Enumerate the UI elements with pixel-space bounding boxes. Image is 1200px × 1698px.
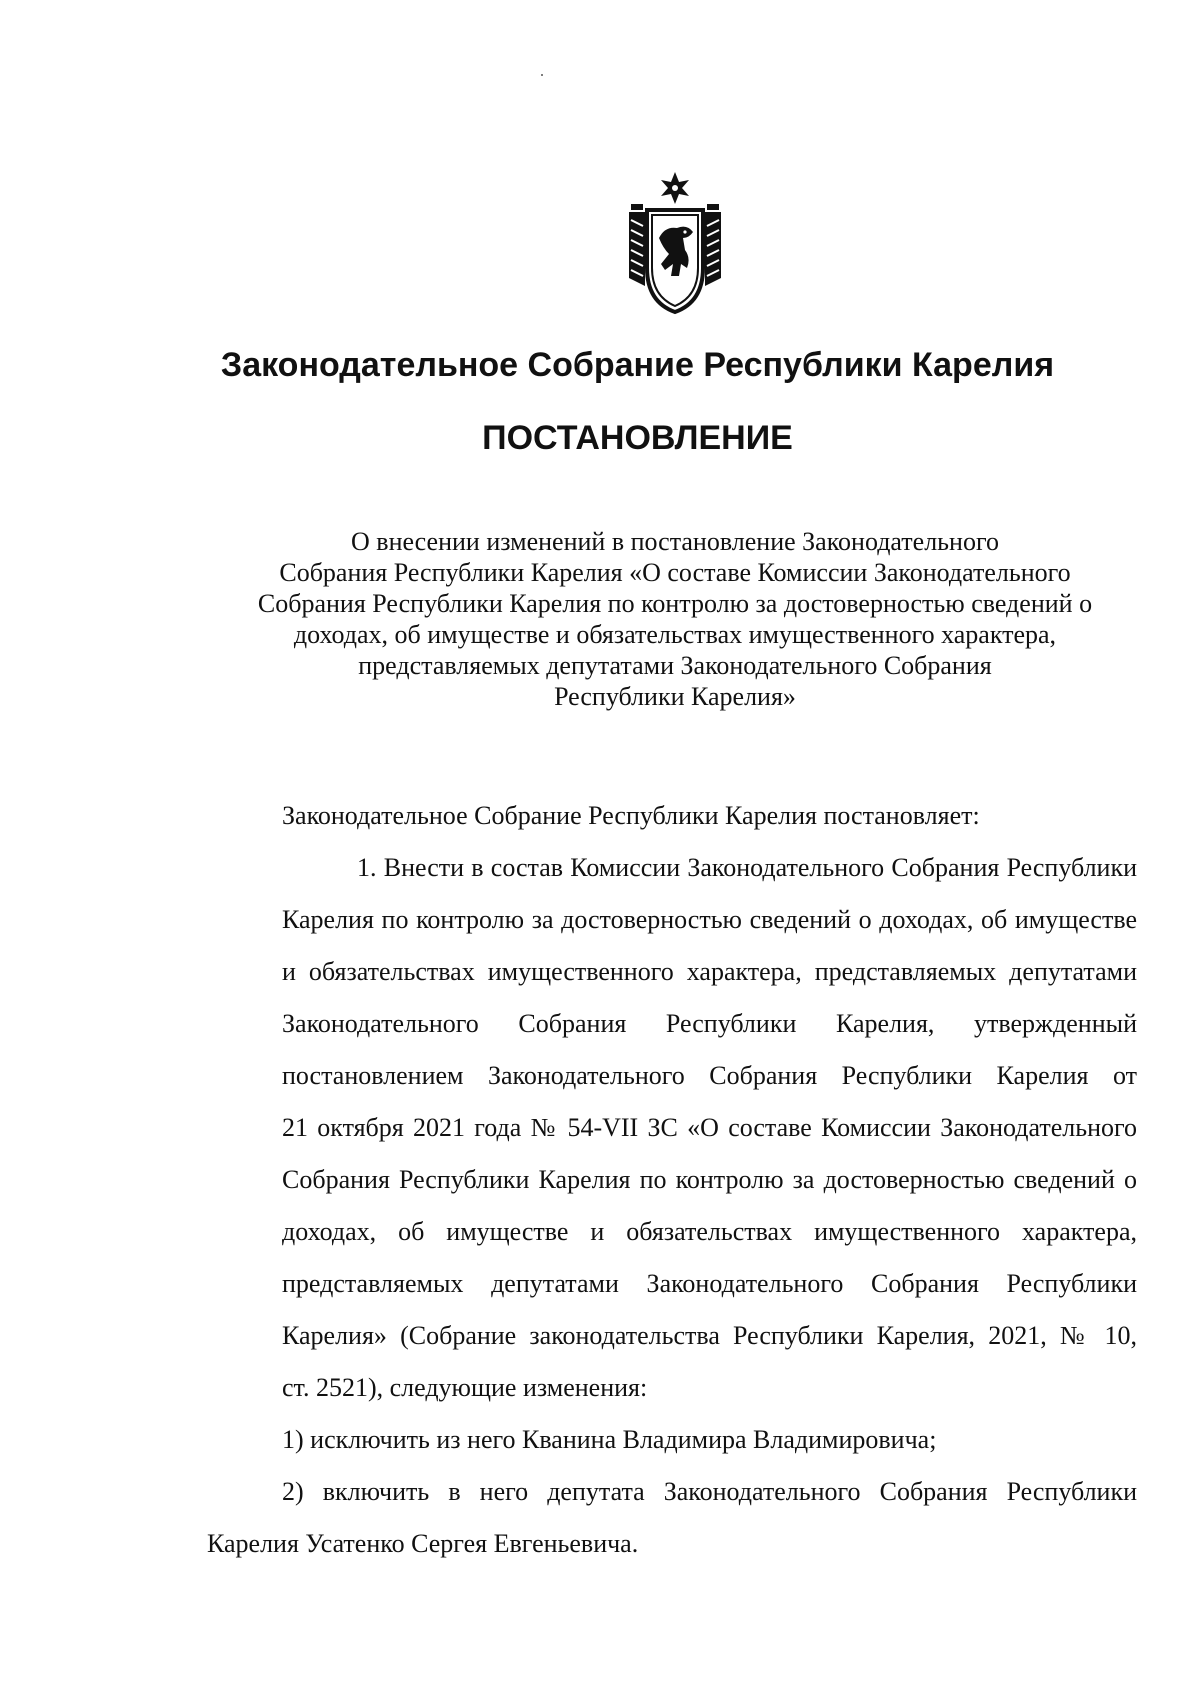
- item-1: [207, 1414, 1137, 1466]
- subject-line: Республики Карелия»: [554, 682, 796, 711]
- clause-1-line: постановлением Законодательного Собрания Республики Карелия от: [282, 1061, 1137, 1090]
- scan-speck: [541, 74, 543, 76]
- resolution-body: [207, 790, 1137, 1570]
- item-2-line: Карелия Усатенко Сергея Евгеньевича.: [207, 1529, 639, 1558]
- clause-1: [207, 842, 1137, 1414]
- item-2-line: 2) включить в него депутата Законодательного Собрания Республики: [282, 1477, 1137, 1506]
- clause-1-line: Законодательного Собрания Республики Карелия, утвержденный: [282, 1009, 1137, 1038]
- resolution-subject: [210, 526, 1140, 712]
- clause-1-line: доходах, об имуществе и обязательствах имущественного характера,: [282, 1217, 1137, 1246]
- clause-1-line: 1. Внести в состав Комиссии Законодательного Собрания Республики: [357, 853, 1137, 882]
- subject-line: доходах, об имуществе и обязательствах имущественного характера,: [293, 620, 1057, 649]
- organization-title: Законодательное Собрание Республики Карелия: [220, 346, 1055, 384]
- clause-1-line: Собрания Республики Карелия по контролю за достоверностью сведений о: [282, 1165, 1137, 1194]
- subject-line: представляемых депутатами Законодательного Собрания: [358, 651, 992, 680]
- subject-line: О внесении изменений в постановление Законодательного: [351, 527, 999, 556]
- preamble: Законодательное Собрание Республики Карелия постановляет:: [282, 801, 980, 830]
- document-type-heading: ПОСТАНОВЛЕНИЕ: [482, 419, 793, 457]
- subject-line: Собрания Республики Карелия «О составе Комиссии Законодательного: [279, 558, 1071, 587]
- clause-1-line: 21 октября 2021 года № 54-VII ЗС «О составе Комиссии Законодательного: [282, 1113, 1137, 1142]
- clause-1-line: ст. 2521), следующие изменения:: [282, 1373, 648, 1402]
- clause-1-line: Карелия по контролю за достоверностью сведений о доходах, об имуществе: [282, 905, 1137, 934]
- clause-1-line: Карелия» (Собрание законодательства Республики Карелия, 2021, № 10,: [282, 1321, 1137, 1350]
- item-2: [207, 1466, 1137, 1570]
- clause-1-line: представляемых депутатами Законодательного Собрания Республики: [282, 1269, 1137, 1298]
- item-1-line: 1) исключить из него Кванина Владимира Владимировича;: [282, 1425, 937, 1454]
- subject-line: Собрания Республики Карелия по контролю за достоверностью сведений о: [257, 589, 1093, 618]
- karelia-coat-of-arms-icon: [625, 168, 725, 318]
- clause-1-line: и обязательствах имущественного характера, представляемых депутатами: [282, 957, 1137, 986]
